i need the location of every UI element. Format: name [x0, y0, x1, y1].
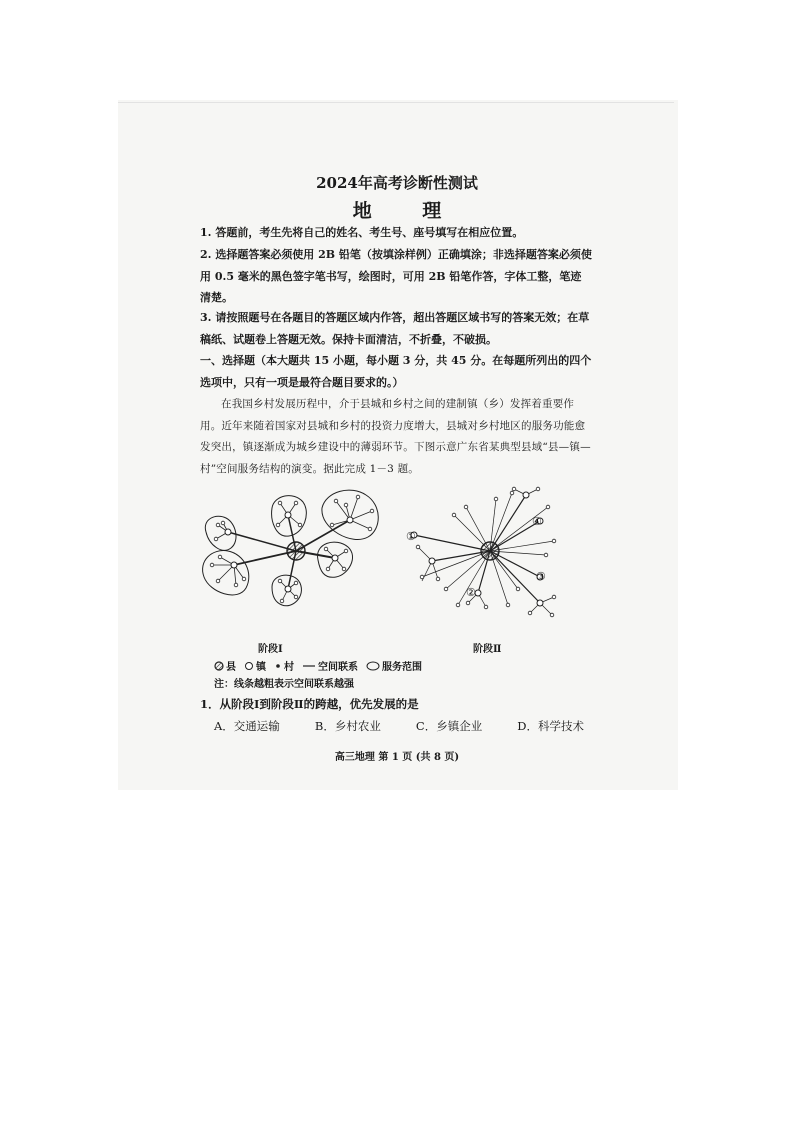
legend-service: 服务范围 — [366, 658, 422, 673]
option-a: A．交通运输 — [214, 719, 280, 733]
county-seat — [481, 542, 499, 560]
subject-title: 地 理 — [352, 200, 464, 222]
notice-2: 2. 选择题答案必须使用 2B 铅笔（按填涂样例）正确填涂；非选择题答案必须使用 0.5 毫米的黑色签字笔书写，绘图时，可用 2B 铅笔作答，字体工整，笔迹清楚。 — [200, 248, 592, 304]
legend-link: 空间联系 — [302, 658, 358, 673]
stage-2-label: 阶段Ⅱ — [473, 644, 502, 655]
question-1-options — [214, 718, 584, 734]
link-line-icon — [302, 661, 316, 671]
stage-1-diagram — [203, 490, 379, 606]
question-1-stem: 1．从阶段Ⅰ到阶段Ⅱ的跨越，优先发展的是 — [200, 697, 419, 711]
question-intro: 在我国乡村发展历程中，介于县城和乡村之间的建制镇（乡）发挥着重要作用。近年来随着国家对县城和乡村的投资力度增大，县城对乡村地区的服务功能愈发突出，镇逐渐成为城乡建设中的薄弱环节。下图示意广东省某典型县域“县—镇—村”空间服务结构的演变。据此完成 1－3 题。 — [200, 398, 591, 475]
legend-county: 县 — [214, 658, 236, 673]
town-symbol-icon — [244, 661, 254, 671]
exam-title: 2024年高考诊断性测试 — [316, 174, 478, 192]
village-symbol-icon — [274, 661, 282, 671]
marker-1: ① — [406, 530, 416, 543]
option-d: D．科学技术 — [517, 719, 584, 733]
county-symbol-icon — [214, 661, 224, 671]
stage-1-label: 阶段Ⅰ — [258, 644, 283, 655]
stage-2-diagram — [411, 487, 556, 617]
scan-edge — [118, 102, 674, 103]
marker-3: ③ — [536, 570, 546, 583]
figure-note: 注：线条越粗表示空间联系越强 — [214, 679, 354, 690]
spatial-structure-figure — [196, 485, 596, 637]
section-title: 一、选择题（本大题共 15 小题，每小题 3 分，共 45 分。在每题所列出的四个选项中，只有一项是最符合题目要求的。） — [200, 354, 592, 389]
marker-4: ④ — [532, 515, 542, 528]
marker-2: ② — [466, 586, 476, 599]
notice-3: 3. 请按照题号在各题目的答题区域内作答，超出答题区域书写的答案无效；在草稿纸、试题卷上答题无效。保持卡面清洁，不折叠，不破损。 — [200, 311, 590, 346]
service-area-icon — [366, 661, 380, 671]
figure-legend — [214, 658, 422, 673]
option-b: B．乡村农业 — [314, 719, 381, 733]
option-c: C．乡镇企业 — [415, 719, 483, 733]
notice-1: 1. 答题前，考生先将自己的姓名、考生号、座号填写在相应位置。 — [200, 226, 524, 239]
page-footer: 高三地理 第 1 页 (共 8 页) — [334, 752, 460, 763]
legend-town: 镇 — [244, 658, 266, 673]
legend-village: 村 — [274, 658, 294, 673]
county-seat — [287, 542, 305, 560]
